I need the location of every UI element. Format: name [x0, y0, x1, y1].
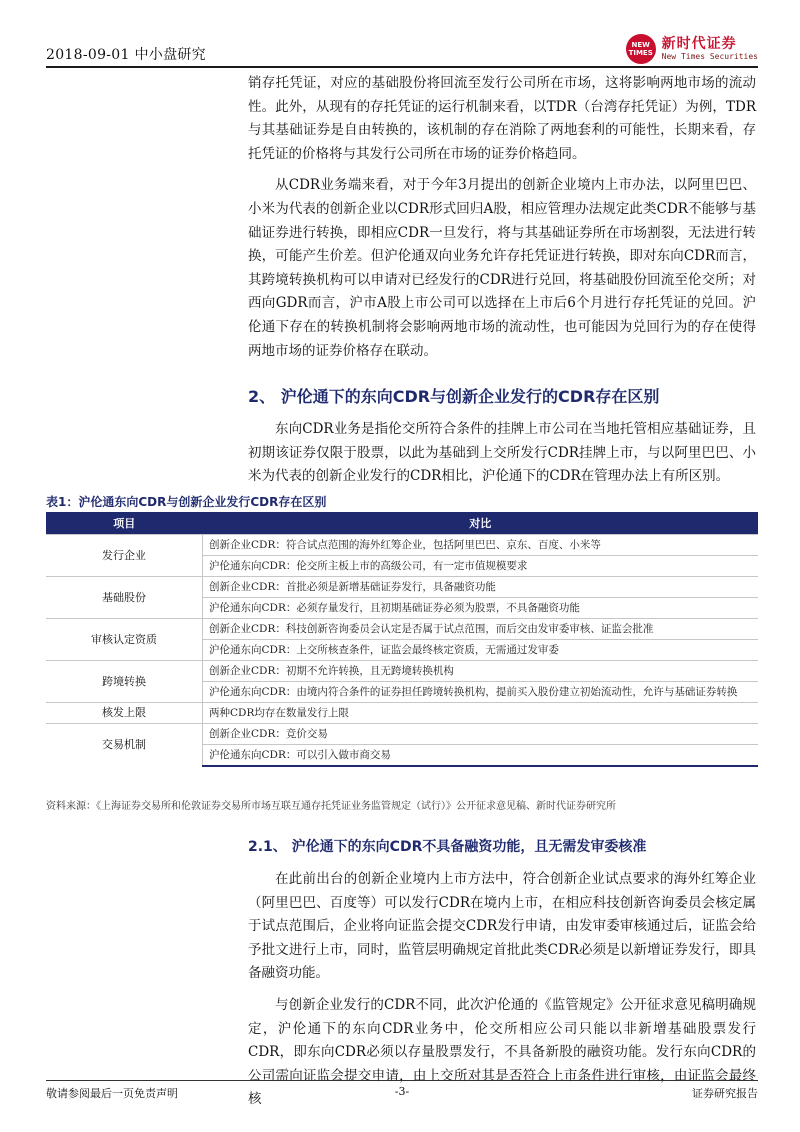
page-number: -3- [394, 1085, 410, 1098]
table-row [46, 703, 758, 724]
row-compare-line: 沪伦通东向CDR：上交所核查条件，证监会最终核定资质，无需通过发审委 [203, 640, 759, 661]
logo-en-name: New Times Securities [661, 52, 758, 61]
row-compare-line: 创新企业CDR：科技创新咨询委员会认定是否属于试点范围，而后交由发审委审核、证监会批准 [203, 619, 759, 640]
row-compare-line: 两种CDR均存在数量发行上限 [203, 703, 759, 724]
logo-mark-icon [626, 34, 656, 64]
header-date-section: 2018-09-01 中小盘研究 [46, 47, 206, 63]
comparison-table [46, 512, 758, 767]
paragraph-cdr-business: 从CDR业务端来看，对于今年3月提出的创新企业境内上市办法，以阿里巴巴、小米为代表的创新企业以CDR形式回归A股，相应管理办法规定此类CDR不能够与基础证券进行转换，即相应CDR一旦发行，将与其基础证券所在市场割裂，无法进行转换，可能产生价差。但沪伦通双向业务允许存托凭证进行转换，即对东向CDR而言，其跨境转换机构可以申请对已经发行的CDR进行兑回，将基础股份回流至伦交所；对西向GDR而言，沪市A股上市公司可以选择在上市后6个月进行存托凭证的兑回。沪伦通下存在的转换机制将会影响两地市场的流动性，也可能因为兑回行为的存在使得两地市场的证券价格存在联动。 [248, 177, 756, 359]
row-item: 发行企业 [46, 535, 203, 577]
row-compare-line: 沪伦通东向CDR：可以引入做市商交易 [203, 745, 759, 767]
row-compare-line: 创新企业CDR：初期不允许转换，且无跨境转换机构 [203, 661, 759, 682]
brand-logo [626, 34, 758, 64]
table-row [46, 535, 758, 556]
table-header-item: 项目 [46, 512, 203, 535]
intro-text [248, 72, 756, 371]
paragraph-continuation: 销存托凭证，对应的基础股份将回流至发行公司所在市场，这将影响两地市场的流动性。此外，从现有的存托凭证的运行机制来看，以TDR（台湾存托凭证）为例，TDR与其基础证券是自由转换的，该机制的存在消除了两地套利的可能性，长期来看，存托凭证的价格将与其发行公司所在市场的证券价格趋同。 [248, 75, 756, 162]
page-footer [46, 1085, 758, 1101]
table-source: 资料来源：《上海证券交易所和伦敦证券交易所市场互联互通存托凭证业务监管规定（试行）》公开征求意见稿、新时代证券研究所 [46, 801, 616, 812]
table-title: 表1：沪伦通东向CDR与创新企业发行CDR存在区别 [46, 495, 327, 509]
section-2-1-text [248, 868, 756, 1120]
row-compare-line: 沪伦通东向CDR：由境内符合条件的证券担任跨境转换机构，提前买入股份建立初始流动性，允许与基础证券转换 [203, 682, 759, 703]
section-2-1-paragraph-2: 与创新企业发行的CDR不同，此次沪伦通的《监管规定》公开征求意见稿明确规定，沪伦通下的东向CDR业务中，伦交所相应公司只能以非新增基础股票发行CDR，即东向CDR必须以存量股票发行，不具备新股的融资功能。发行东向CDR的公司需向证监会提交申请，由上交所对其是否符合上市条件进行审核，由证监会最终核 [248, 996, 756, 1108]
row-compare-line: 创新企业CDR：首批必须是新增基础证券发行，具备融资功能 [203, 577, 759, 598]
section-2-1-heading: 2.1、 沪伦通下的东向CDR不具备融资功能，且无需发审委核准 [248, 839, 647, 855]
logo-cn-name: 新时代证券 [661, 36, 737, 52]
row-item: 基础股份 [46, 577, 203, 619]
table-row [46, 661, 758, 682]
row-compare-line: 沪伦通东向CDR：伦交所主板上市的高级公司，有一定市值规模要求 [203, 556, 759, 577]
table-row [46, 724, 758, 745]
row-compare-line: 沪伦通东向CDR：必须存量发行，且初期基础证券必须为股票，不具备融资功能 [203, 598, 759, 619]
row-item: 交易机制 [46, 724, 203, 767]
row-item: 核发上限 [46, 703, 203, 724]
page-header [46, 34, 758, 68]
footer-report-type: 证券研究报告 [692, 1087, 758, 1100]
row-compare-line: 创新企业CDR：竞价交易 [203, 724, 759, 745]
row-item: 审核认定资质 [46, 619, 203, 661]
footer-rule [46, 1080, 758, 1081]
section-2-heading: 2、 沪伦通下的东向CDR与创新企业发行的CDR存在区别 [248, 387, 660, 406]
section-2-paragraph: 东向CDR业务是指伦交所符合条件的挂牌上市公司在当地托管相应基础证券，且初期该证券仅限于股票，以此为基础到上交所发行CDR挂牌上市，与以阿里巴巴、小米为代表的创新企业发行的CDR相比，沪伦通下的CDR在管理办法上有所区别。 [248, 421, 756, 485]
logo-mark-line2: TIMES [628, 49, 653, 57]
table-header-compare: 对比 [203, 512, 759, 535]
table-row [46, 619, 758, 640]
row-compare-line: 创新企业CDR：符合试点范围的海外红筹企业，包括阿里巴巴、京东、百度、小米等 [203, 535, 759, 556]
section-2-text [248, 418, 756, 497]
section-2-1-paragraph-1: 在此前出台的创新企业境内上市方法中，符合创新企业试点要求的海外红筹企业（阿里巴巴、百度等）可以发行CDR在境内上市，在相应科技创新咨询委员会核定属于试点范围后，企业将向证监会提交CDR发行申请，由发审委审核通过后，证监会给予批文进行上市，同时，监管层明确规定首批此类CDR必须是以新增证券发行，即具备融资功能。 [248, 871, 756, 982]
row-item: 跨境转换 [46, 661, 203, 703]
logo-mark-line1: NEW [631, 41, 650, 49]
header-rule [46, 66, 758, 68]
table-row [46, 577, 758, 598]
footer-disclaimer: 敬请参阅最后一页免责声明 [46, 1087, 178, 1100]
